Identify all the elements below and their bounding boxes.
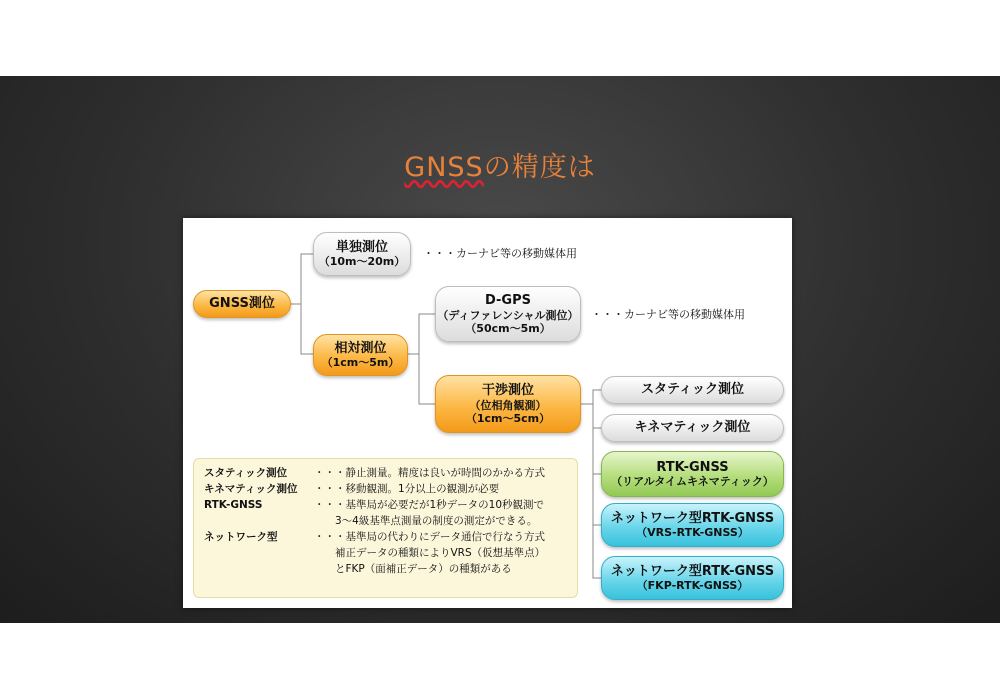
fkp-line2: （FKP-RTK-GNSS） <box>636 579 749 593</box>
node-static <box>601 376 784 404</box>
connector-relative-interference <box>419 354 435 404</box>
interference-line3: （1cm～5cm） <box>465 411 551 425</box>
legend-desc: ・・・基準局の代わりにデータ通信で行なう方式 <box>314 531 545 543</box>
node-network-fkp <box>601 556 784 600</box>
connector-relative-dgps <box>408 314 435 354</box>
connector-gnss-relative <box>301 304 313 354</box>
dgps-line2: （ディファレンシャル測位） <box>437 308 579 322</box>
node-gnss-positioning <box>193 290 291 318</box>
node-interference-positioning <box>435 375 581 433</box>
legend-term-blank <box>204 545 314 561</box>
legend-row <box>204 561 567 577</box>
single-line2: （10m～20m） <box>318 255 406 269</box>
single-note: ・・・カーナビ等の移動媒体用 <box>423 247 577 260</box>
vrs-line1: ネットワーク型RTK-GNSS <box>610 510 775 526</box>
legend-desc: ・・・移動観測。1分以上の観測が必要 <box>314 483 500 495</box>
static-label: スタティック測位 <box>641 382 744 398</box>
interference-line1: 干渉測位 <box>481 383 534 399</box>
single-line1: 単独測位 <box>335 239 388 255</box>
title-gnss: GNSS <box>404 152 484 183</box>
connector-gnss-single <box>291 254 313 304</box>
legend-term-blank <box>204 561 314 577</box>
legend-desc: とFKP（面補正データ）の種類がある <box>314 563 512 575</box>
node-relative-positioning <box>313 334 408 376</box>
rtk-line1: RTK-GNSS <box>656 459 729 475</box>
node-rtk-gnss <box>601 451 784 497</box>
node-dgps <box>435 286 581 342</box>
rtk-line2: （リアルタイムキネマティック） <box>611 475 774 489</box>
legend-desc: 3～4級基準点測量の制度の測定ができる。 <box>314 515 538 527</box>
dgps-line3: （50cm～5m） <box>465 321 551 335</box>
legend-row <box>204 481 567 497</box>
legend-desc: 補正データの種類によりVRS（仮想基準点） <box>314 547 546 559</box>
legend-row <box>204 529 567 545</box>
legend-term: RTK-GNSS <box>204 499 263 511</box>
legend-term: スタティック測位 <box>204 467 288 479</box>
slide-title <box>0 145 1000 184</box>
fkp-line1: ネットワーク型RTK-GNSS <box>610 563 775 579</box>
dgps-line1: D-GPS <box>485 293 531 309</box>
node-kinematic <box>601 414 784 442</box>
legend-row <box>204 497 567 513</box>
interference-line2: （位相角観測） <box>469 398 547 412</box>
dgps-note: ・・・カーナビ等の移動媒体用 <box>591 308 745 321</box>
legend-desc: ・・・静止測量。精度は良いが時間のかかる方式 <box>314 467 545 479</box>
legend-box <box>193 458 578 598</box>
relative-line2: （1cm～5m） <box>321 356 400 370</box>
diagram-panel <box>183 218 792 608</box>
legend-term-blank <box>204 513 314 529</box>
legend-term: キネマティック測位 <box>204 483 298 495</box>
legend-row <box>204 545 567 561</box>
connector-static <box>581 390 601 404</box>
legend-term: ネットワーク型 <box>204 531 278 543</box>
node-single-positioning <box>313 232 411 276</box>
title-rest: の精度は <box>483 152 596 183</box>
relative-line1: 相対測位 <box>334 340 387 356</box>
kinematic-label: キネマティック測位 <box>634 420 751 436</box>
node-gnss-label: GNSS測位 <box>209 296 275 312</box>
legend-desc: ・・・基準局が必要だが1秒データの10秒観測で <box>314 499 545 511</box>
legend-row <box>204 465 567 481</box>
node-network-vrs <box>601 503 784 547</box>
legend-row <box>204 513 567 529</box>
connector-vertical <box>593 390 601 578</box>
vrs-line2: （VRS-RTK-GNSS） <box>636 526 749 540</box>
